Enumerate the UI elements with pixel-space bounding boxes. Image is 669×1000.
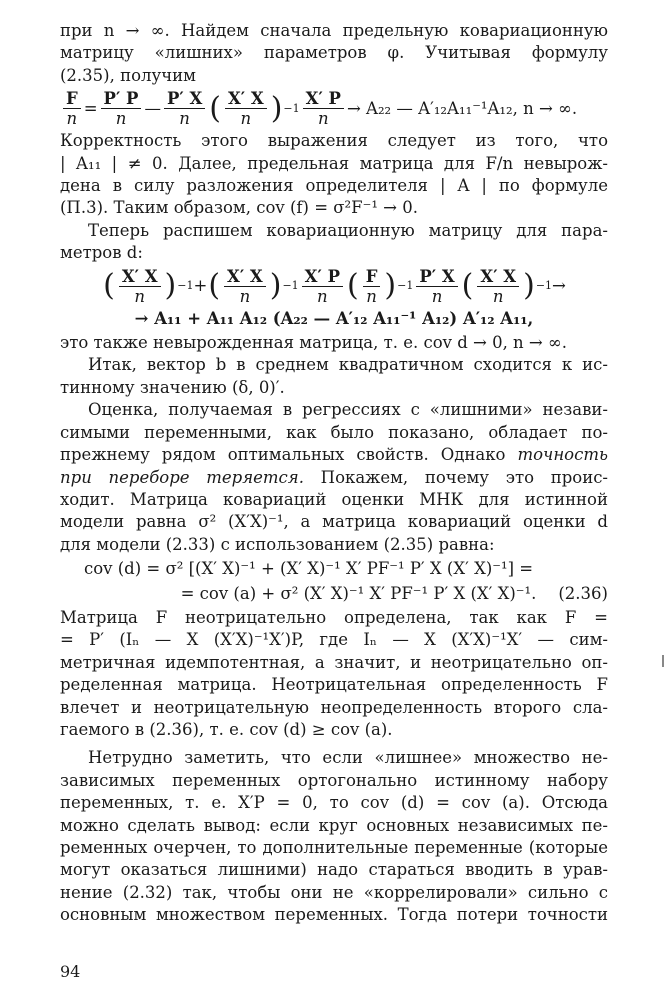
margin-mark	[662, 655, 664, 667]
equation-number: (2.36)	[558, 583, 608, 603]
text-line: Итак, вектор b в среднем квадратичном сходится к ис-	[88, 355, 608, 375]
fraction: $\frac{X' X}{n}$	[119, 267, 161, 306]
fraction: $\frac{X' P}{n}$	[302, 267, 343, 306]
text-line: основным множеством переменных. Тогда потери точности	[60, 905, 608, 925]
text-line: Оценка, получаемая в регрессиях с «лишними» незави-	[88, 400, 608, 420]
text-line: зависимых переменных ортогонально истинному набору	[60, 770, 608, 790]
text-line: матрицу «лишних» параметров φ. Учитывая формулу	[60, 43, 608, 63]
text-line: Матрица F неотрицательно определена, так как F =	[60, 607, 608, 627]
text-line: Корректность этого выражения следует из того, что	[60, 131, 608, 151]
paragraph	[60, 399, 608, 556]
page-body	[60, 20, 608, 927]
text-line: при n → ∞. Найдем сначала предельную ковариационную	[60, 21, 608, 40]
italic-phrase: при переборе теряется.	[60, 467, 304, 487]
text-line: для модели (2.33) с использованием (2.35) равна:	[60, 534, 495, 554]
paragraph	[60, 607, 608, 741]
text-line: при переборе теряется. Покажем, почему это проис-	[60, 467, 609, 487]
text-line: симыми переменными, как было показано, обладает по-	[60, 422, 608, 442]
fraction: $\frac{F}{n}$	[363, 267, 381, 306]
text-line: переменных, т. е. X′P = 0, то cov (d) = cov (a). Отсюда	[60, 793, 608, 813]
italic-phrase: точность	[517, 445, 608, 465]
text-line: ременных очерчен, то дополнительные переменные (которые	[60, 838, 608, 857]
text-line: Теперь распишем ковариационную матрицу для пара-	[88, 220, 608, 240]
page-number: 94	[60, 962, 81, 981]
text-line: (2.35), получим	[60, 65, 196, 85]
text-line: нение (2.32) так, чтобы они не «коррелировали» сильно с	[60, 882, 608, 902]
paragraph	[60, 354, 608, 399]
fraction: $\frac{X' X}{n}$	[225, 89, 267, 128]
equation-cov-d-line2: → A₁₁ + A₁₁ A₁₂ (A₂₂ — A′₁₂ A₁₁⁻¹ A₁₂) A′₁₂ A₁₁,	[134, 308, 534, 328]
fraction: $\frac{P' X}{n}$	[416, 267, 457, 306]
text-line: тинному значению (δ, 0)′.	[60, 377, 285, 397]
equation-2-36-line1: cov (d) = σ² [(X′ X)⁻¹ + (X′ X)⁻¹ X′ PF⁻¹ P′ X (X′ X)⁻¹] =	[84, 559, 534, 579]
paragraph	[60, 220, 608, 265]
fraction: $\frac{P' X}{n}$	[164, 89, 205, 128]
text-line: дена в силу разложения определителя | A | по формуле	[60, 176, 608, 196]
text-line: | A₁₁ | ≠ 0. Далее, предельная матрица для F/n невырож-	[60, 153, 608, 173]
equation-cov-d-line1: ( $\frac{X' X}{n}$ ) −1 + ( $\frac{X' X}{n}$ ) −1 $\frac{X' P}{n}$ ( $\frac{F}{n}$ ) −1 $\frac{P' X}{n}$ ( $\frac{X' X}{n}$ ) −1 →	[103, 266, 566, 306]
paragraph	[60, 130, 608, 220]
paragraph	[60, 747, 608, 926]
text-line: ределенная матрица. Неотрицательная определенность F	[60, 675, 608, 695]
fraction: $\frac{X' X}{n}$	[224, 267, 266, 306]
text-line: Нетрудно заметить, что если «лишнее» множество не-	[88, 748, 608, 768]
fraction: $\frac{P' P}{n}$	[101, 89, 142, 128]
equation-rhs: → A₂₂ — A′₁₂A₁₁⁻¹A₁₂, n → ∞.	[346, 98, 578, 118]
text-line: метров d:	[60, 243, 143, 263]
text-line: модели равна σ² (X′X)⁻¹, а матрица ковариаций оценки d	[60, 512, 608, 532]
equation-f-over-n: $\frac{F}{n}$ = $\frac{P' P}{n}$ — $\frac{P' X}{n}$ ( $\frac{X' X}{n}$ ) −1 $\frac{X' P}{n}$ → A₂₂ — A′₁₂A₁₁⁻¹A₁₂, n → ∞.	[60, 89, 608, 128]
text-line: ходит. Матрица ковариаций оценки МНК для истинной	[60, 489, 608, 509]
fraction: $\frac{F}{n}$	[63, 89, 81, 128]
text-line: это также невырожденная матрица, т. е. cov d → 0, n → ∞.	[60, 333, 567, 353]
text-line: влечет и неотрицательную неопределенность второго сла-	[60, 697, 608, 717]
text-line: прежнему рядом оптимальных свойств. Однако точность	[60, 445, 608, 465]
fraction: $\frac{X' X}{n}$	[477, 267, 519, 306]
equation-2-36-line2: = cov (a) + σ² (X′ X)⁻¹ X′ PF⁻¹ P′ X (X′ X)⁻¹. (2.36)	[60, 583, 608, 605]
text-line: (П.3). Таким образом, cov (f) = σ²F⁻¹ → 0.	[60, 198, 418, 218]
paragraph	[60, 332, 608, 354]
text-line: можно сделать вывод: если круг основных независимых пе-	[60, 815, 608, 835]
text-line: метричная идемпотентная, а значит, и неотрицательно оп-	[60, 652, 608, 672]
text-line: = P′ (Iₙ — X (X′X)⁻¹X′)P, где Iₙ — X (X′X)⁻¹X′ — сим-	[60, 630, 608, 650]
fraction: $\frac{X' P}{n}$	[303, 89, 344, 128]
text-line: могут оказаться лишними) надо стараться вводить в урав-	[60, 860, 608, 880]
text-line: гаемого в (2.36), т. е. cov (d) ≥ cov (a).	[60, 719, 393, 739]
intro-paragraph	[60, 20, 608, 87]
